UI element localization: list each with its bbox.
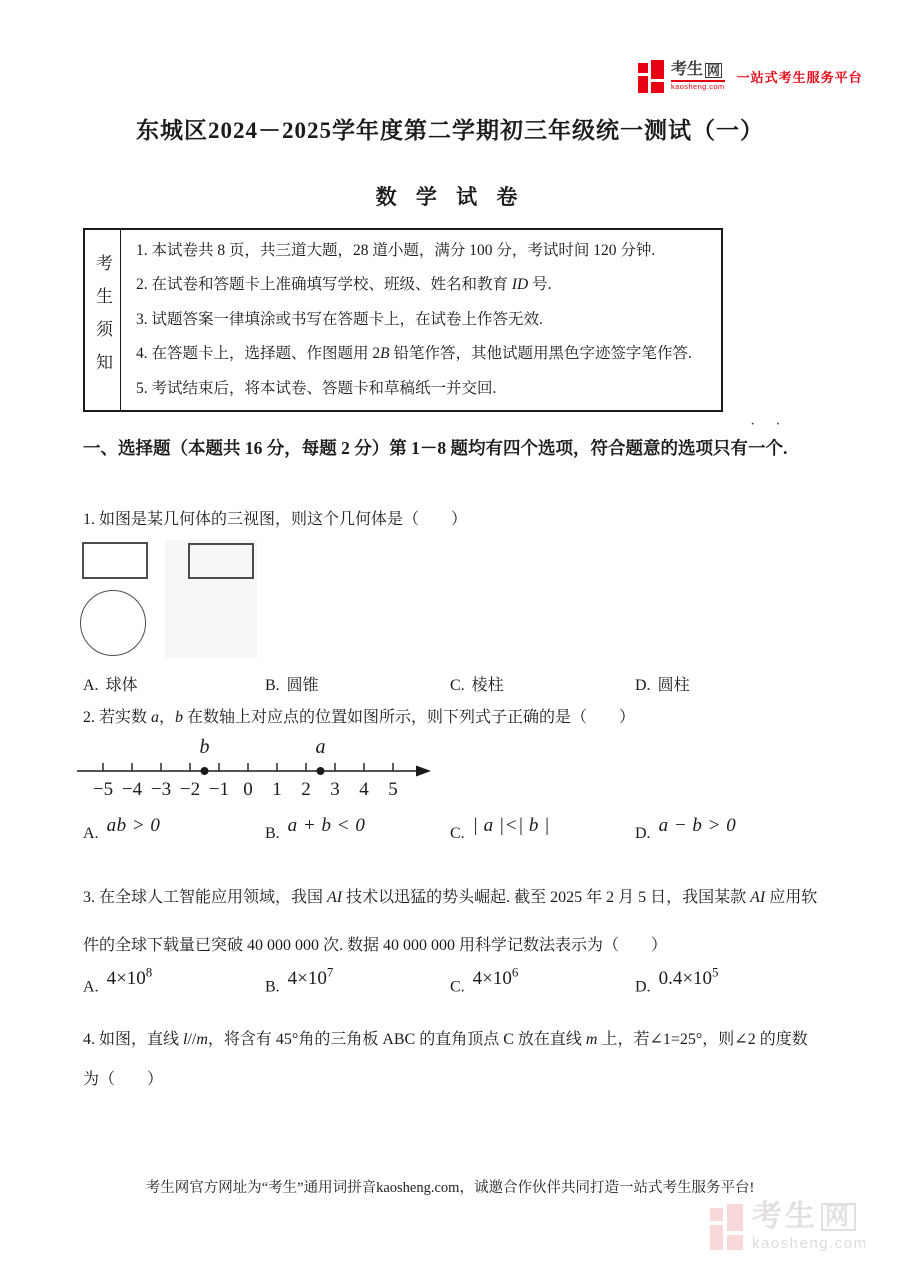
svg-text:−1: −1 <box>208 779 230 800</box>
q1-option-a: A. 球体 <box>83 677 138 694</box>
kaosheng-watermark <box>710 1202 868 1251</box>
kaosheng-logo-icon <box>638 60 664 93</box>
notice-item-1: 1. 本试卷共 8 页，共三道大题，28 道小题，满分 100 分，考试时间 120 分钟. <box>136 241 656 259</box>
paper-subtitle: 数 学 试 卷 <box>375 185 525 209</box>
notice-item-3: 3. 试题答案一律填涂或书写在答题卡上，在试卷上作答无效. <box>136 310 543 328</box>
logo-name <box>671 62 725 78</box>
front-view-rect <box>82 542 148 579</box>
q1-option-d: D. 圆柱 <box>635 677 690 694</box>
paper-title: 东城区2024－2025学年度第二学期初三年级统一测试（一） <box>136 118 764 143</box>
svg-text:−2: −2 <box>179 779 201 800</box>
question-4-line1: 4. 如图，直线 l//m，将含有 45°角的三角板 ABC 的直角顶点 C 放在直线 m 上，若∠1=25°，则∠2 的度数 <box>83 1031 808 1048</box>
svg-text:b: b <box>199 737 210 758</box>
logo-name-boxed: 网 <box>707 62 721 78</box>
question-3-options <box>83 965 843 1012</box>
logo-domain: kaosheng.com <box>671 82 725 92</box>
question-1-text: 1. 如图是某几何体的三视图，则这个几何体是（ ） <box>83 511 468 528</box>
logo-text <box>671 62 725 91</box>
notice-items <box>121 230 721 410</box>
q2-option-c: C. | a |<| b | <box>450 815 550 842</box>
question-2-text: 2. 若实数 a，b 在数轴上对应点的位置如图所示，则下列式子正确的是（ ） <box>83 709 636 726</box>
watermark-text <box>752 1202 868 1251</box>
footer-text: 考生网官方网址为“考生”通用词拼音kaosheng.com，诚邀合作伙伴共同打造一站式考生服务平台! <box>145 1180 755 1196</box>
svg-text:5: 5 <box>388 779 398 800</box>
question-3-line1: 3. 在全球人工智能应用领域，我国 AI 技术以迅猛的势头崛起. 截至 2025 年 2 月 5 日，我国某款 AI 应用软 <box>83 889 818 906</box>
q1-option-b: B. 圆锥 <box>265 677 319 694</box>
svg-text:a: a <box>315 737 326 758</box>
q3-option-b: B. $4\times 10^7$ <box>265 965 334 996</box>
q3-option-c: C. $4\times 10^6$ <box>450 965 519 996</box>
watermark-name: 考生 网 <box>752 1202 868 1232</box>
notice-item-2: 2. 在试卷和答题卡上准确填写学校、班级、姓名和教育 ID 号. <box>136 276 552 294</box>
notice-side-label: 考生须知 <box>93 254 112 386</box>
q2-option-b: B. a + b < 0 <box>265 815 366 842</box>
q2-option-d: D. a − b > 0 <box>635 815 737 842</box>
section-1-heading: 一、选择题（本题共 16 分，每题 2 分）第 1－8 题均有四个选项，符合题意的选项只有一个. <box>83 438 788 458</box>
q3-option-d: D. $0.4\times 10^5$ <box>635 965 719 996</box>
svg-text:−5: −5 <box>92 779 114 800</box>
question-2-options <box>83 815 843 862</box>
q1-option-c: C. 棱柱 <box>450 677 504 694</box>
svg-text:−3: −3 <box>150 779 172 800</box>
svg-text:0: 0 <box>243 779 253 800</box>
notice-item-5: 5. 考试结束后，将本试卷、答题卡和草稿纸一并交回. <box>136 379 497 397</box>
logo-tagline: 一站式考生服务平台 <box>736 70 863 85</box>
svg-text:4: 4 <box>359 779 369 800</box>
svg-text:3: 3 <box>330 779 340 800</box>
notice-side-column <box>85 230 121 410</box>
top-view-circle <box>80 590 146 656</box>
watermark-domain: kaosheng.com <box>752 1235 868 1252</box>
svg-text:1: 1 <box>272 779 282 800</box>
svg-text:2: 2 <box>301 779 311 800</box>
kaosheng-logo <box>638 60 863 93</box>
question-4-line2: 为（ ） <box>83 1071 164 1088</box>
logo-name-main: 考生 <box>671 61 704 79</box>
notice-item-4: 4. 在答题卡上，选择题、作图题用 2B 铅笔作答，其他试题用黑色字迹签字笔作答. <box>136 345 692 363</box>
side-view-rect <box>188 543 254 579</box>
number-line-figure <box>75 737 455 803</box>
q2-option-a: A. ab > 0 <box>83 815 161 842</box>
question-3-line2: 件的全球下载量已突破 40 000 000 次. 数据 40 000 000 用科学记数法表示为（ ） <box>83 937 668 954</box>
svg-text:−4: −4 <box>121 779 143 800</box>
scan-artifact-dots: ·· <box>750 416 801 433</box>
kaosheng-watermark-icon <box>710 1204 743 1250</box>
q3-option-a: A. $4\times 10^8$ <box>83 965 153 996</box>
candidate-notice-box <box>83 228 723 412</box>
